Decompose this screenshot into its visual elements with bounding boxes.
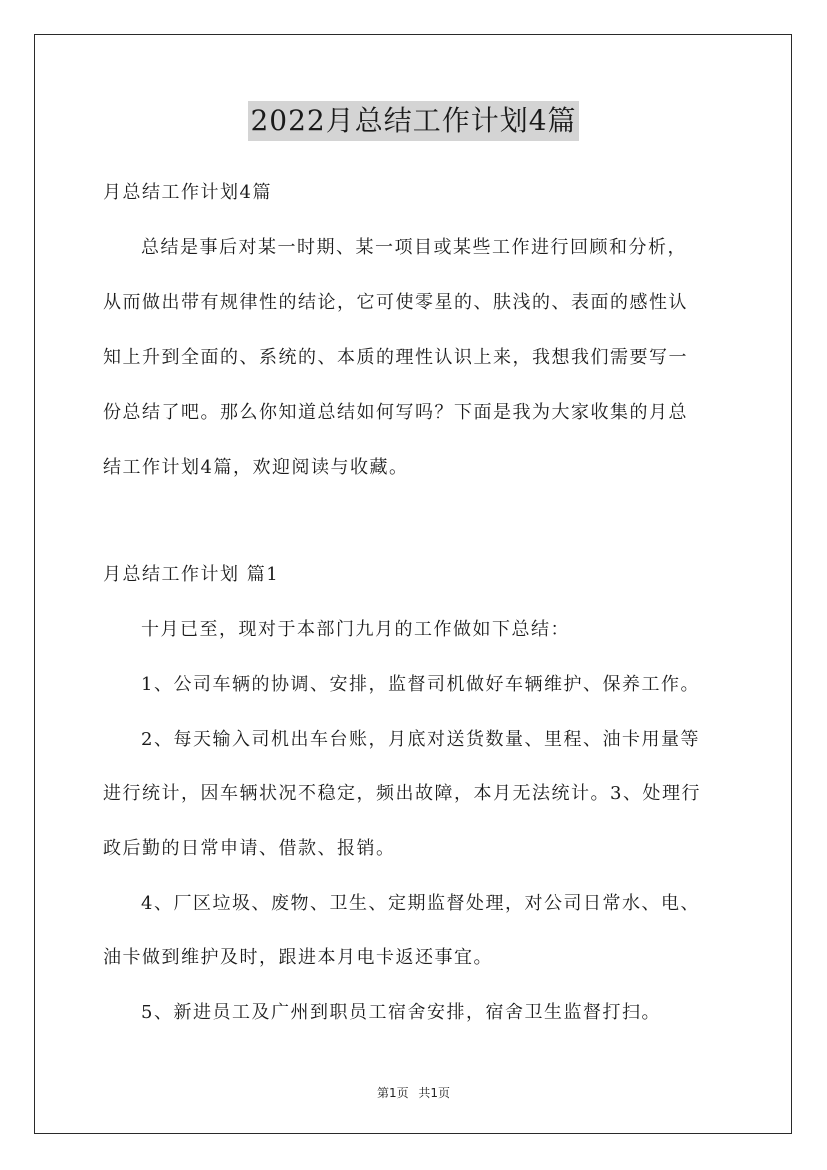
list-item: 2、每天输入司机出车台账，月底对送货数量、里程、油卡用量等 xyxy=(141,729,700,750)
paragraph-line: 十月已至，现对于本部门九月的工作做如下总结： xyxy=(141,619,570,640)
paragraph-line: 政后勤的日常申请、借款、报销。 xyxy=(103,838,396,859)
page-total: 共1页 xyxy=(418,1086,451,1100)
list-item: 4、厂区垃圾、废物、卫生、定期监督处理，对公司日常水、电、 xyxy=(141,893,700,914)
list-item: 1、公司车辆的协调、安排，监督司机做好车辆维护、保养工作。 xyxy=(141,674,700,695)
paragraph-line: 从而做出带有规律性的结论，它可使零星的、肤浅的、表面的感性认 xyxy=(103,292,688,313)
intro-heading: 月总结工作计划4篇 xyxy=(103,182,272,203)
document-title xyxy=(0,100,827,141)
paragraph-line: 份总结了吧。那么你知道总结如何写吗？下面是我为大家收集的月总 xyxy=(103,402,688,423)
section-heading: 月总结工作计划 篇1 xyxy=(103,564,280,585)
paragraph-line: 总结是事后对某一时期、某一项目或某些工作进行回顾和分析， xyxy=(141,237,687,258)
paragraph-line: 知上升到全面的、系统的、本质的理性认识上来，我想我们需要写一 xyxy=(103,347,688,368)
paragraph-line: 进行统计，因车辆状况不稳定，频出故障，本月无法统计。3、处理行 xyxy=(103,783,701,804)
paragraph-line: 油卡做到维护及时，跟进本月电卡返还事宜。 xyxy=(103,947,493,968)
paragraph-line: 结工作计划4篇，欢迎阅读与收藏。 xyxy=(103,457,409,478)
page-footer xyxy=(0,1084,827,1101)
document-title-text: 2022月总结工作计划4篇 xyxy=(248,101,578,141)
page-number: 第1页 xyxy=(376,1086,409,1100)
list-item: 5、新进员工及广州到职员工宿舍安排，宿舍卫生监督打扫。 xyxy=(141,1002,661,1023)
